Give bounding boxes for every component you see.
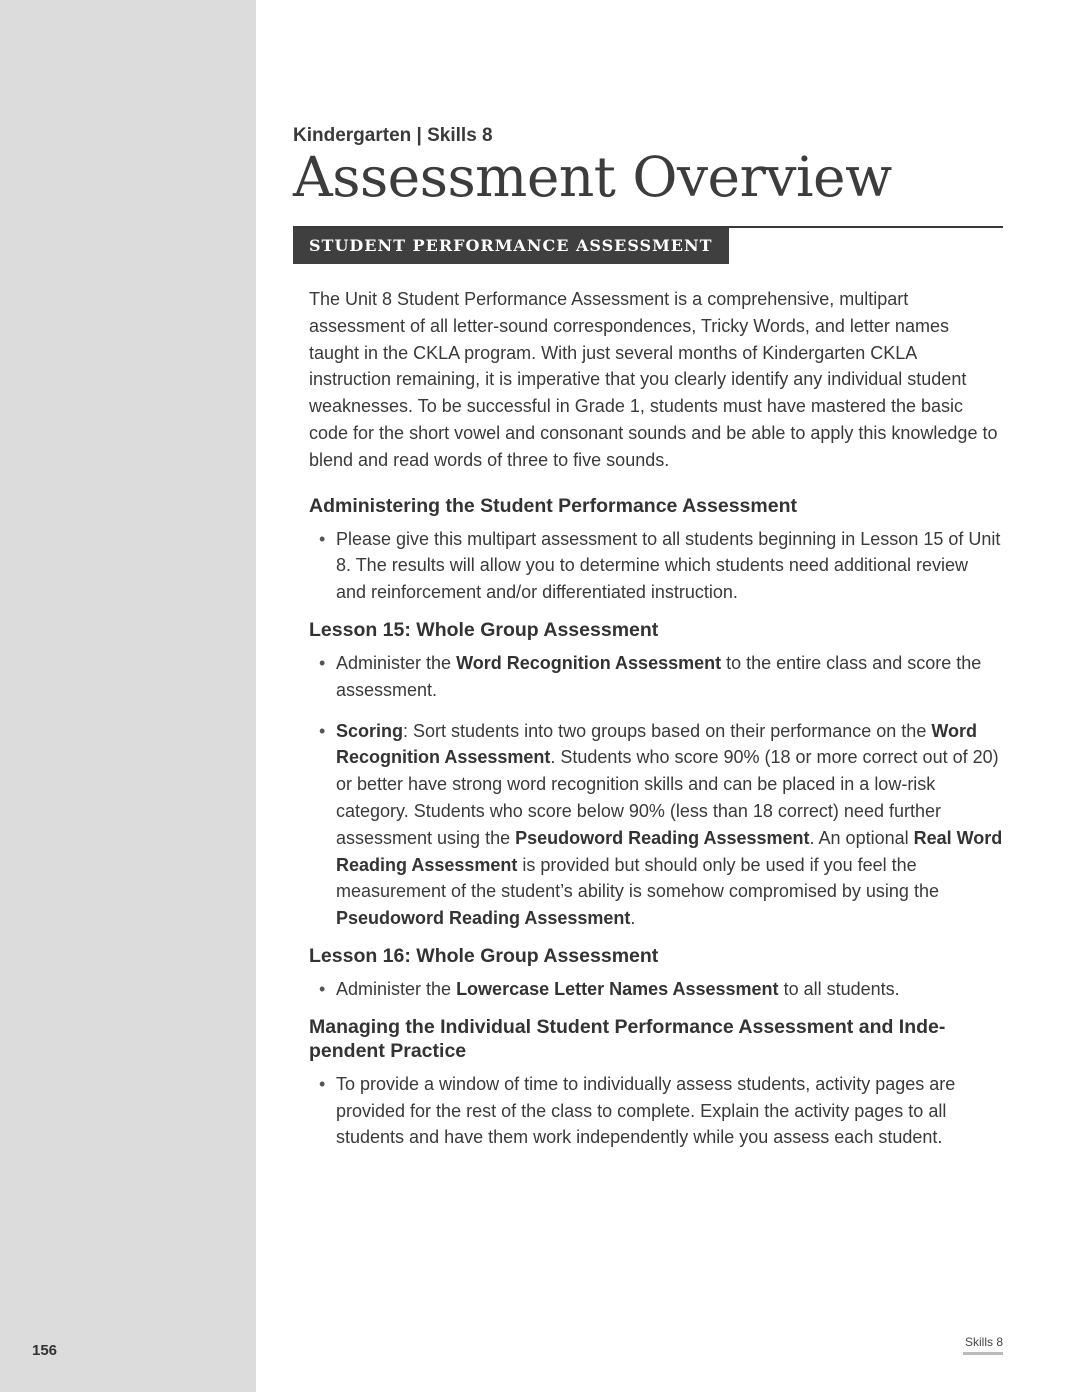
section-banner: STUDENT PERFORMANCE ASSESSMENT: [293, 228, 729, 264]
page-content: [293, 124, 1003, 1151]
page-title: Assessment Overview: [293, 145, 892, 209]
assessment-name: Pseudoword Reading Assessment: [515, 827, 810, 848]
footer-underline: [963, 1352, 1003, 1355]
heading-administering: Administering the Student Performance Assessment: [309, 494, 797, 517]
lesson-16-list: [309, 976, 1003, 1003]
assessment-name: Pseudoword Reading Assessment: [336, 908, 631, 929]
lesson-15-list: [309, 650, 1003, 932]
list-item: • Administer the Lowercase Letter Names Assessment to all students.: [309, 976, 1003, 1003]
heading-lesson-15: Lesson 15: Whole Group Assessment: [309, 618, 659, 641]
left-margin-band: [0, 0, 256, 1392]
assessment-name: Word Recognition Assessment: [456, 652, 722, 673]
grade-unit-label: Kindergarten | Skills 8: [293, 125, 493, 146]
assessment-name: Word Recognition Assessment: [336, 720, 977, 768]
list-item: • Scoring: Sort students into two groups based on their performance on the Word Recognition Assessment. Students who score 90% (18 or more correct out of 20) or better have strong word recognition skills and can be placed in a low-risk category. Students who score below 90% (less than 18 correct) need further assessment using the Pseudoword Reading Assessment. An optional Real Word Reading Assessment is provided but should only be used if you feel the measurement of the student’s ability is somehow compromised by using the Pseudoword Reading Assessment.: [309, 718, 1003, 932]
administering-list: [309, 526, 1003, 606]
assessment-name: Real Word Reading Assessment: [336, 827, 1003, 875]
footer-unit-label: Skills 8: [964, 1335, 1003, 1349]
managing-list: [309, 1071, 1003, 1151]
list-item: • Administer the Word Recognition Assessment to the entire class and score the assessment.: [309, 650, 1003, 704]
list-item: • Please give this multipart assessment to all students beginning in Lesson 15 of Unit 8. The results will allow you to determine which students need additional review and reinforcement and/or differentiated instruction.: [309, 526, 1003, 606]
heading-managing: Managing the Individual Student Performance Assessment and Inde-pendent Practice: [309, 1015, 946, 1062]
page-number: 156: [32, 1342, 58, 1359]
list-item: • To provide a window of time to individually assess students, activity pages are provided for the rest of the class to complete. Explain the activity pages to all students and have them work independently while you assess each student.: [309, 1071, 1003, 1151]
body-block: [309, 286, 1003, 1151]
intro-paragraph: The Unit 8 Student Performance Assessment is a comprehensive, multipart assessment of all letter-sound correspondences, Tricky Words, and letter names taught in the CKLA program. With just several months of Kindergarten CKLA instruction remaining, it is imperative that you clearly identify any individual student weaknesses. To be successful in Grade 1, students must have mastered the basic code for the short vowel and consonant sounds and be able to apply this knowledge to blend and read words of three to five sounds.: [309, 289, 998, 470]
scoring-label: Scoring: [336, 720, 404, 741]
heading-lesson-16: Lesson 16: Whole Group Assessment: [309, 944, 659, 967]
assessment-name: Lowercase Letter Names Assessment: [456, 978, 779, 999]
